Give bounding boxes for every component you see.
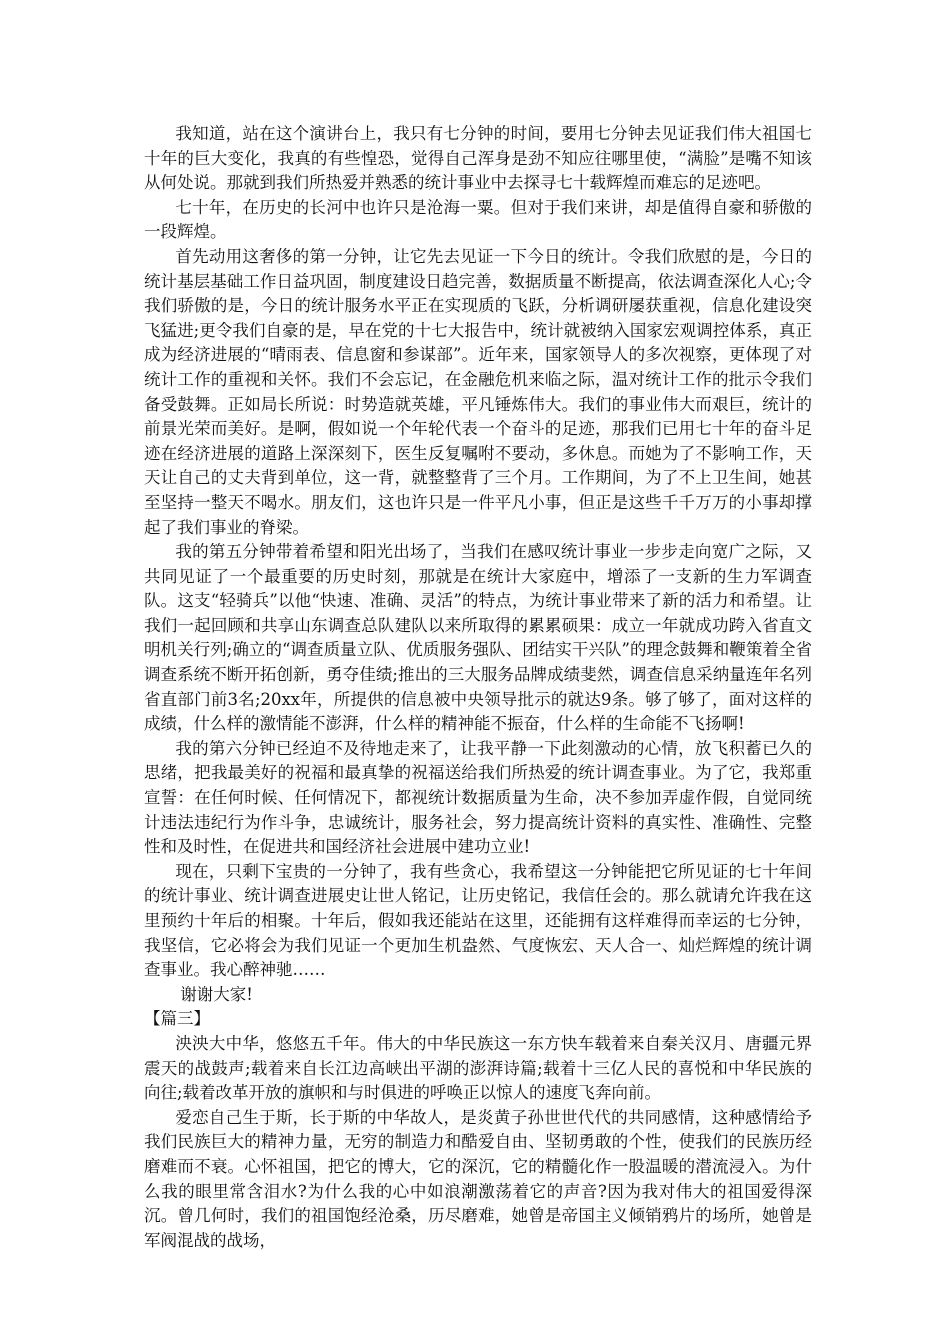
paragraph: 我的第六分钟已经迫不及待地走来了，让我平静一下此刻激动的心情，放飞积蓄已久的思绪，把我最美好的祝福和最真挚的祝福送给我们所热爱的统计调查事业。为了它，我郑重宣誓：在任何时候、任何情况下，都视统计数据质量为生命，决不参加弄虚作假，自觉同统计违法违纪行为作斗争，忠诚统计，服务社会，努力提高统计资料的真实性、准确性、完整性和及时性，在促进共和国经济社会进展中建功立业! <box>144 738 812 857</box>
paragraph: 七十年，在历史的长河中也许只是沧海一粟。但对于我们来讲，却是值得自豪和骄傲的一段辉煌。 <box>144 197 812 242</box>
paragraph: 泱泱大中华，悠悠五千年。伟大的中华民族这一东方快车载着来自秦关汉月、唐疆元界震天的战鼓声;载着来自长江边高峡出平湖的澎湃诗篇;载着十三亿人民的喜悦和中华民族的向往;载着改革开放的旗帜和与时俱进的呼唤正以惊人的速度飞奔向前。 <box>144 1033 812 1103</box>
section-heading: 【篇三】 <box>144 1009 210 1029</box>
thanks-line: 谢谢大家! <box>180 984 253 1004</box>
paragraph: 我的第五分钟带着希望和阳光出场了，当我们在感叹统计事业一步步走向宽广之际，又共同见证了一个最重要的历史时刻，那就是在统计大家庭中，增添了一支新的生力军调查队。这支“轻骑兵”以他“快速、准确、灵活”的特点，为统计事业带来了新的活力和希望。让我们一起回顾和共享山东调查总队建队以来所取得的累累硕果：成立一年就成功跨入省直文明机关行列;确立的“调查质量立队、优质服务强队、团结实干兴队”的理念鼓舞和鞭策着全省调查系统不断开拓创新，勇夺佳绩;推出的三大服务品牌成绩斐然，调查信息采纳量连年名列省直部门前3名;20xx年，所提供的信息被中央领导批示的就达9条。够了够了，面对这样的成绩，什么样的激情能不澎湃，什么样的精神能不振奋，什么样的生命能不飞扬啊! <box>144 542 812 734</box>
paragraph: 爱恋自己生于斯，长于斯的中华故人，是炎黄子孙世世代代的共同感情，这种感情给予我们民族巨大的精神力量，无穷的制造力和酷爱自由、坚韧勇敢的个性，使我们的民族历经磨难而不衰。心怀祖国，把它的博大，它的深沉，它的精髓化作一股温暖的潜流浸入。为什么我的眼里常含泪水?为什么我的心中如浪潮激荡着它的声音?因为我对伟大的祖国爱得深沉。曾几何时，我们的祖国饱经沧桑，历尽磨难，她曾是帝国主义倾销鸦片的场所，她曾是军阀混战的战场， <box>144 1107 812 1250</box>
paragraph: 首先动用这奢侈的第一分钟，让它先去见证一下今日的统计。令我们欣慰的是，今日的统计基层基础工作日益巩固，制度建设日趋完善，数据质量不断提高，依法调查深化人心;令我们骄傲的是，今日的统计服务水平正在实现质的飞跃，分析调研屡获重视，信息化建设突飞猛进;更令我们自豪的是，早在党的十七大报告中，统计就被纳入国家宏观调控体系，真正成为经济进展的“晴雨表、信息窗和参谋部”。近年来，国家领导人的多次视察，更体现了对统计工作的重视和关怀。我们不会忘记，在金融危机来临之际，温对统计工作的批示令我们备受鼓舞。正如局长所说：时势造就英雄，平凡锤炼伟大。我们的事业伟大而艰巨，统计的前景光荣而美好。是啊，假如说一个年轮代表一个奋斗的足迹，那我们已用七十年的奋斗足迹在经济进展的道路上深深刻下，医生反复嘱咐不要动，多休息。而她为了不影响工作，天天让自己的丈夫背到单位，这一背，就整整背了三个月。工作期间，为了不上卫生间，她甚至坚持一整天不喝水。朋友们，这也许只是一件平凡小事，但正是这些千千万万的小事却撑起了我们事业的脊梁。 <box>144 246 812 537</box>
paragraph: 我知道，站在这个演讲台上，我只有七分钟的时间，要用七分钟去见证我们伟大祖国七十年的巨大变化，我真的有些惶恐，觉得自己浑身是劲不知应往哪里使，“满脸”是嘴不知该从何处说。那就到我们所热爱并熟悉的统计事业中去探寻七十载辉煌而难忘的足迹吧。 <box>144 124 812 193</box>
paragraph: 现在，只剩下宝贵的一分钟了，我有些贪心，我希望这一分钟能把它所见证的七十年间的统计事业、统计调查进展史让世人铭记，让历史铭记，我信任会的。那么就请允许我在这里预约十年后的相聚。十年后，假如我还能站在这里，还能拥有这样难得而幸运的七分钟，我坚信，它必将会为我们见证一个更加生机盎然、气度恢宏、天人合一、灿烂辉煌的统计调查事业。我心醉神驰…… <box>144 861 812 980</box>
document-body <box>144 122 812 1253</box>
